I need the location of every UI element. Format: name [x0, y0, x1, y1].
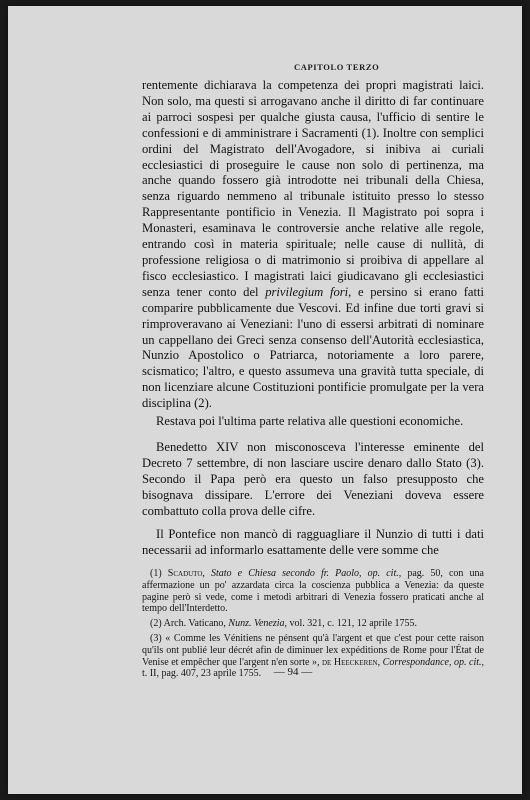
paragraph-1-end: , e persino si erano fatti comparire pubblicamente due Vescovi. Ed infine due torti gravi si rimproveravano ai Veneziani: l'uno di essersi arbitrati di nominare un cappellano dei Greci senza consenso dell'Autorità ecclesiastica, Nunzio Apostolico o Patriarca, notoriamente a loro parere, scismatico; l'altro, e questo assumeva una gravità tutta speciale, di non licenziare alcune Costituzioni pontificie promulgate per la vera disciplina (2). [142, 284, 484, 411]
footnote-2-italic: Nunz. Venezia, [228, 618, 288, 630]
footnote-3-italic: Correspondance, op. cit., [382, 656, 484, 668]
footnote-2 [142, 618, 484, 630]
paragraph-1-italic: privilegium fori [265, 284, 349, 299]
footnote-2-number: (2) [150, 618, 162, 630]
footnote-3-number: (3) [150, 632, 162, 644]
footnote-1-author: Scaduto, [167, 568, 205, 579]
footnote-3-author: de Heeckeren, [321, 656, 381, 668]
page-number: — 94 — [273, 666, 313, 678]
footnote-1-number: (1) [150, 568, 162, 579]
paragraph-1 [142, 78, 484, 412]
footnote-2-rest: vol. 321, c. 121, 12 aprile 1755. [289, 618, 418, 630]
footnote-2-source: Arch. Vaticano, [163, 618, 226, 630]
footnote-1-rest: pag. 50, con una affermazione un po' azzardata circa la coscienza pubblica a Venezia: da queste pagine però si vede, come i metodi arbitrari di Venezia fossero praticati anche al tempo dell'Interdetto. [142, 568, 484, 615]
book-page [8, 6, 522, 794]
footnote-1-title: Stato e Chiesa secondo fr. Paolo, op. cit., [211, 568, 402, 579]
footnote-3-rest: t. II, pag. 407, 23 aprile 1755. [142, 668, 262, 680]
paragraph-1-text: rentemente dichiarava la competenza dei propri magistrati laici. Non solo, ma questi si arrogavano anche il diritto di far continuare ai parroci sospesi per qualche giusta causa, l'ufficio di sentire le confessioni e di amministrare i Sacramenti (1). Inoltre con semplici ordini del Magistrato dell'Avogadore, si inibiva ai curiali ecclesiastici di proseguire le cause non solo di pertinenza, ma anche quando fossero già introdotte nei tribunali della Chiesa, senza riguardo nemmeno al tribunale istituito presso lo stesso Rappresentante pontificio in Venezia. Il Magistrato poi sopra i Monasteri, esaminava le controversie anche relative alle regole, entrando così in materia spirituale; nelle cause di nullità, di professione religiosa o di matrimonio si proibiva di appellare al fisco ecclesiastico. I magistrati laici giudicavano gli ecclesiastici senza tener conto del [142, 78, 484, 299]
paragraph-2: Restava poi l'ultima parte relativa alle questioni economiche. [156, 414, 464, 429]
main-text [142, 78, 484, 559]
running-header: CAPITOLO TERZO [294, 62, 380, 72]
footnote-1 [142, 568, 484, 615]
paragraph-3: Benedetto XIV non misconosceva l'interesse eminente del Decreto 7 settembre, di non lasciare uscire denaro dallo Stato (3). Secondo il Papa però era questo un falso presupposto che bisognava dissipare. L'errore dei Veneziani doveva essere combattuto colla prova delle cifre. [142, 439, 484, 518]
footnote-3-quote: « Comme les Vénitiens ne pénsent qu'à l'argent et que c'est pour cette raison qu'ils ont publié leur décrét afin de diminuer lex expéditions de Rome pour l'État de Venise et empêcher que l'argent n'en sorte », [142, 632, 484, 668]
paragraph-4: Il Pontefice non mancò di ragguagliare il Nunzio di tutti i dati necessarii ad informarlo esattamente delle vere somme che [142, 527, 484, 558]
